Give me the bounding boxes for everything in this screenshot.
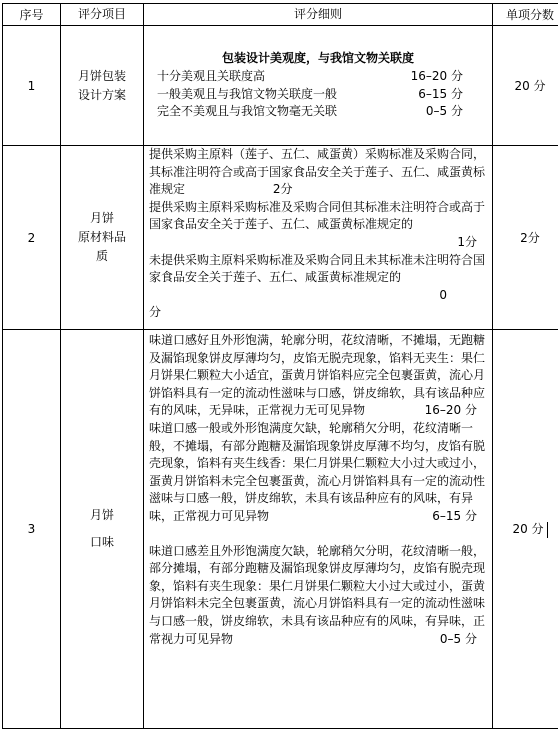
scoring-table [2, 3, 558, 729]
item-line: 月饼包装 [61, 67, 143, 86]
criteria-paragraph: 味道口感好且外形饱满，轮廓分明，花纹清晰，不摊塌，无跑糖及漏馅现象饼皮厚薄均匀，皮馅无脱壳现象，馅料无夹生：果仁月饼果仁颗粒大小适宜，蛋黄月饼馅料应完全包裹蛋黄，流心月饼馅料具有一定的流动性滋味与口感，饼皮绵软，具有该品种应有的风味，无异味，正常视力无可见异物 [149, 332, 487, 420]
table-row [3, 330, 558, 729]
row-item [61, 146, 144, 330]
row-number: 2 [3, 146, 61, 330]
criteria-score: 6–15 分 [418, 86, 463, 104]
item-line: 原材料品 [61, 228, 143, 247]
header-item: 评分项目 [61, 4, 144, 26]
header-detail: 评分细则 [144, 4, 493, 26]
criteria-paragraph: 提供采购主原料（莲子、五仁、咸蛋黄）采购标准及采购合同，其标准注明符合或高于国家食品安全关于莲子、五仁、咸蛋黄标准规定 2分 [149, 146, 487, 199]
criteria-score: 6–15 分 [149, 508, 487, 526]
detail-title: 包装设计美观度，与我馆文物关联度 [149, 50, 487, 68]
row-number: 3 [3, 330, 61, 729]
criteria-paragraph: 味道口感一般或外形饱满度欠缺，轮廓稍欠分明，花纹清晰一般，不摊塌，有部分跑糖及漏馅现象饼皮厚薄不均匀，皮馅有脱壳现象，馅料有夹生线香：果仁月饼果仁颗粒大小过大或过小，蛋黄月饼馅料未完全包裹蛋黄，流心月饼馅料具有一定的流动性滋味与口感一般，饼皮绵软，未具有该品种应有的风味，有异味，正常视力可见异物 [149, 420, 487, 526]
criteria-paragraph: 未提供采购主原料采购标准及采购合同且未其标准未注明符合国家食品安全关于莲子、五仁、咸蛋黄标准规定的 [149, 252, 487, 287]
row-score: 20 分 [493, 26, 558, 146]
item-line: 质 [61, 247, 143, 266]
criteria-score: 1分 [149, 234, 487, 252]
row-item [61, 330, 144, 729]
criteria-line [149, 86, 487, 104]
criteria-text: 十分美观且关联度高 [157, 68, 265, 86]
item-line: 月饼 [61, 209, 143, 228]
criteria-text: 完全不美观且与我馆文物毫无关联 [157, 103, 337, 121]
item-line: 口味 [61, 533, 143, 552]
header-row [3, 4, 558, 26]
criteria-score: 16–20 分 [149, 402, 487, 420]
header-score: 单项分数 [493, 4, 558, 26]
criteria-score: 0 [149, 287, 487, 305]
table-row [3, 26, 558, 146]
criteria-score: 0–5 分 [426, 103, 463, 121]
criteria-score: 0–5 分 [149, 631, 487, 649]
text-cursor [547, 522, 548, 538]
row-detail [144, 330, 493, 729]
table-row [3, 146, 558, 330]
score-text: 20 分 [512, 522, 543, 536]
item-line: 月饼 [61, 506, 143, 525]
row-detail [144, 146, 493, 330]
header-no: 序号 [3, 4, 61, 26]
row-number: 1 [3, 26, 61, 146]
criteria-line [149, 68, 487, 86]
row-score [493, 330, 558, 729]
row-score: 2分 [493, 146, 558, 330]
criteria-score: 16–20 分 [411, 68, 463, 86]
row-detail [144, 26, 493, 146]
criteria-score-unit: 分 [149, 304, 487, 322]
criteria-paragraph: 味道口感差且外形饱满度欠缺，轮廓稍欠分明，花纹清晰一般，部分摊塌，有部分跑糖及漏馅现象饼皮厚薄均匀，皮馅有脱壳现象，馅料有夹生现象：果仁月饼果仁颗粒大小过大或过小，蛋黄月饼馅料未完全包裹蛋黄，流心月饼馅料具有一定的流动性滋味与口感一般，饼皮绵软，未具有该品种应有的风味，有异味，正常视力可见异物 [149, 543, 487, 649]
row-item [61, 26, 144, 146]
criteria-line [149, 103, 487, 121]
criteria-text: 一般美观且与我馆文物关联度一般 [157, 86, 337, 104]
item-line: 设计方案 [61, 86, 143, 105]
criteria-paragraph: 提供采购主原料采购标准及采购合同但其标准未注明符合或高于国家食品安全关于莲子、五仁、咸蛋黄标准规定的 [149, 199, 487, 234]
scoring-table-container [2, 3, 555, 729]
